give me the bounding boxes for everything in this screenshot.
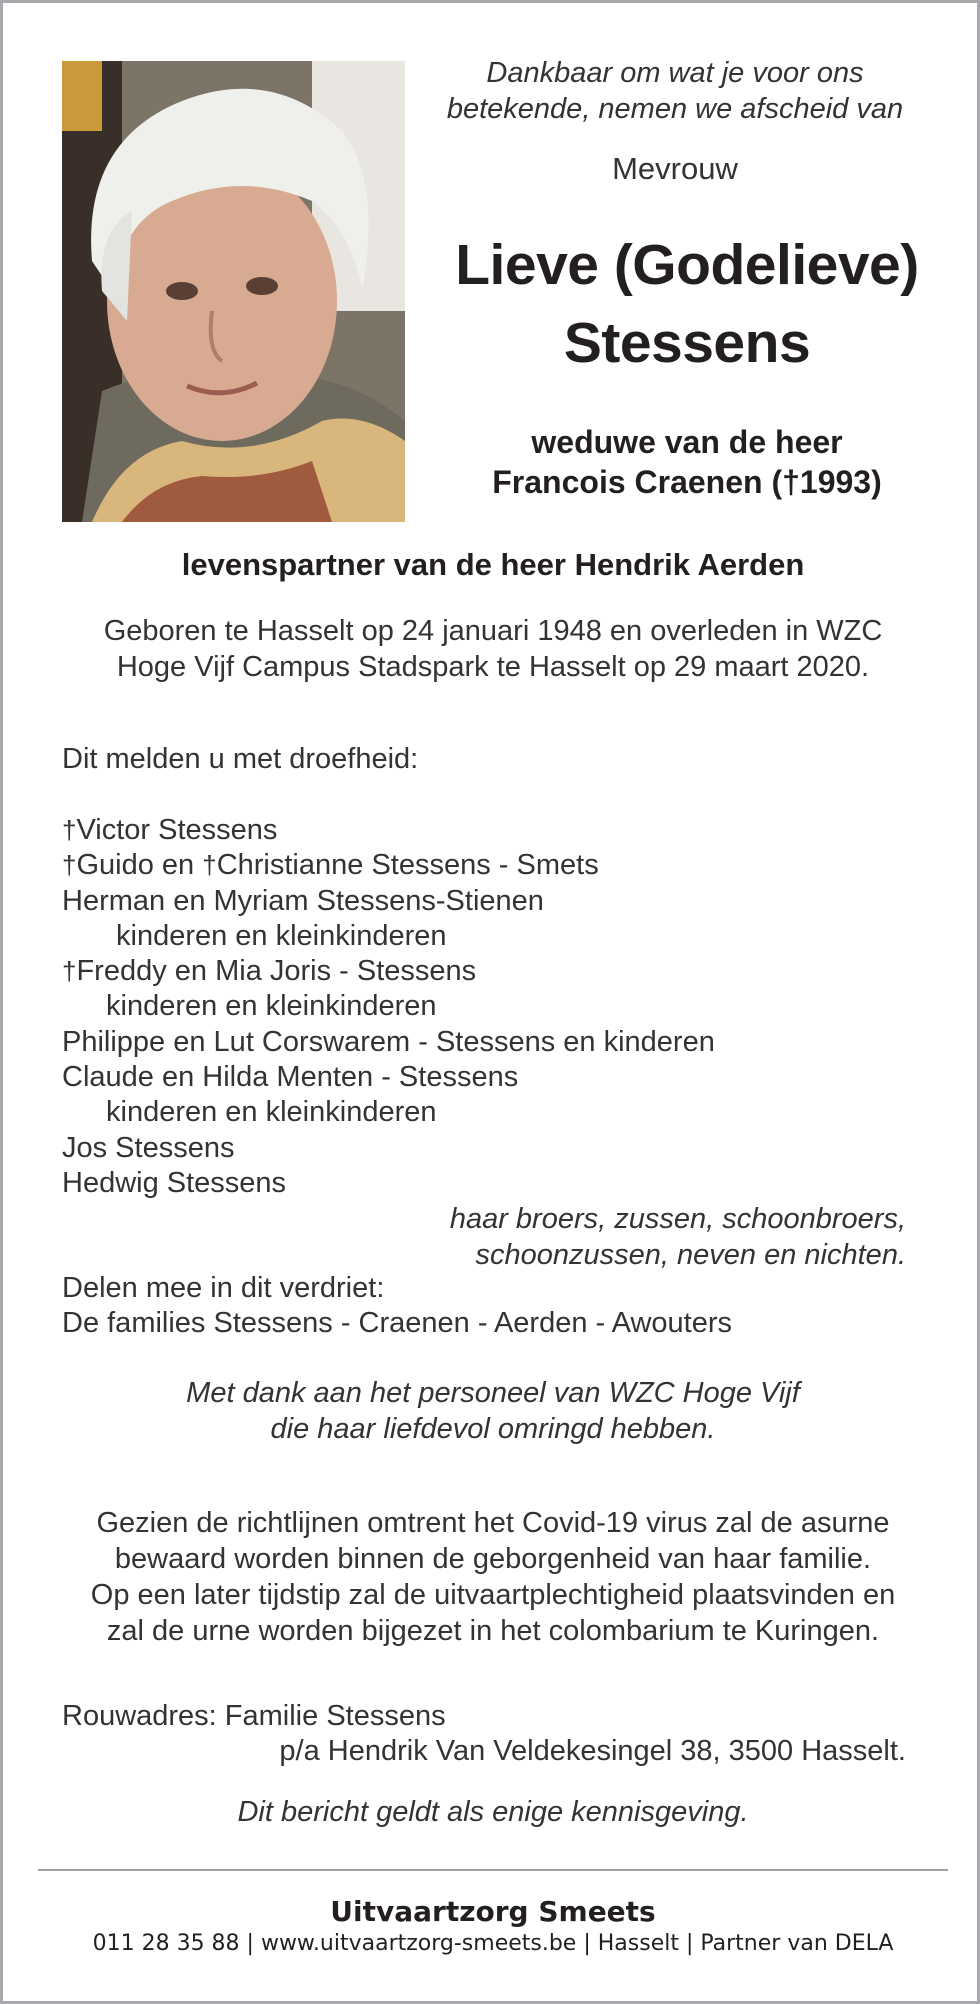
family-line: kinderen en kleinkinderen: [106, 990, 437, 1023]
family-line: kinderen en kleinkinderen: [116, 919, 447, 952]
family-line: †Freddy en Mia Joris - Stessens: [62, 955, 477, 988]
life-partner: levenspartner van de heer Hendrik Aerden: [181, 547, 805, 582]
family-line: kinderen en kleinkinderen: [106, 1096, 437, 1129]
mourning-address: p/a Hendrik Van Veldekesingel 38, 3500 Hasselt.: [279, 1735, 906, 1767]
divider: [38, 1869, 948, 1871]
family-line: Philippe en Lut Corswarem - Stessens en kinderen: [62, 1025, 715, 1058]
birth-death-details: Geboren te Hasselt op 24 januari 1948 en overleden in WZC Hoge Vijf Campus Stadspark te Hasselt op 29 maart 2020.: [103, 615, 883, 683]
cross-icon: †: [62, 956, 77, 987]
mourning-address-label: Rouwadres: Familie Stessens: [62, 1700, 446, 1732]
salutation: Mevrouw: [612, 151, 738, 186]
family-line: †Victor Stessens: [62, 814, 278, 846]
family-line: Hedwig Stessens: [62, 1166, 287, 1199]
covid-notice: Gezien de richtlijnen omtrent het Covid-19 virus zal de asurne bewaard worden binnen de geborgenheid van haar familie. Op een later tijdstip zal de uitvaartplechtigheid plaatsvinden en zal de urne worden bijgezet in het colombarium te Kuringen.: [90, 1507, 896, 1647]
family-line: Jos Stessens: [62, 1131, 235, 1164]
thanks-text: Met dank aan het personeel van WZC Hoge Vijf die haar liefdevol omringd hebben.: [186, 1377, 800, 1445]
deceased-name: Lieve (Godelieve) Stessens: [455, 233, 919, 375]
funeral-home-name: Uitvaartzorg Smeets: [330, 1895, 656, 1928]
announcement: Dit melden u met droefheid:: [62, 743, 419, 775]
cross-icon: †: [62, 850, 77, 881]
widow-of: weduwe van de heer Francois Craenen (†1993): [492, 424, 882, 500]
funeral-home-contact: 011 28 35 88 | www.uitvaartzorg-smeets.be | Hasselt | Partner van DELA: [92, 1931, 894, 1956]
share-grief: Delen mee in dit verdriet: De families Stessens - Craenen - Aerden - Awouters: [62, 1272, 733, 1340]
intro-text: Dankbaar om wat je voor ons betekende, nemen we afscheid van: [446, 57, 904, 125]
relations-text: haar broers, zussen, schoonbroers, schoonzussen, neven en nichten.: [449, 1203, 906, 1271]
family-line: †Guido en †Christianne Stessens - Smets: [62, 849, 599, 882]
sole-notice: Dit bericht geldt als enige kennisgeving.: [237, 1796, 749, 1828]
cross-icon: †: [62, 815, 77, 845]
family-list: [62, 813, 715, 1201]
family-line: Herman en Myriam Stessens-Stienen: [62, 884, 544, 917]
portrait-photo: [62, 61, 405, 522]
portrait-illustration: [62, 61, 405, 522]
cross-icon: †: [202, 850, 217, 881]
family-line: Claude en Hilda Menten - Stessens: [62, 1061, 519, 1094]
